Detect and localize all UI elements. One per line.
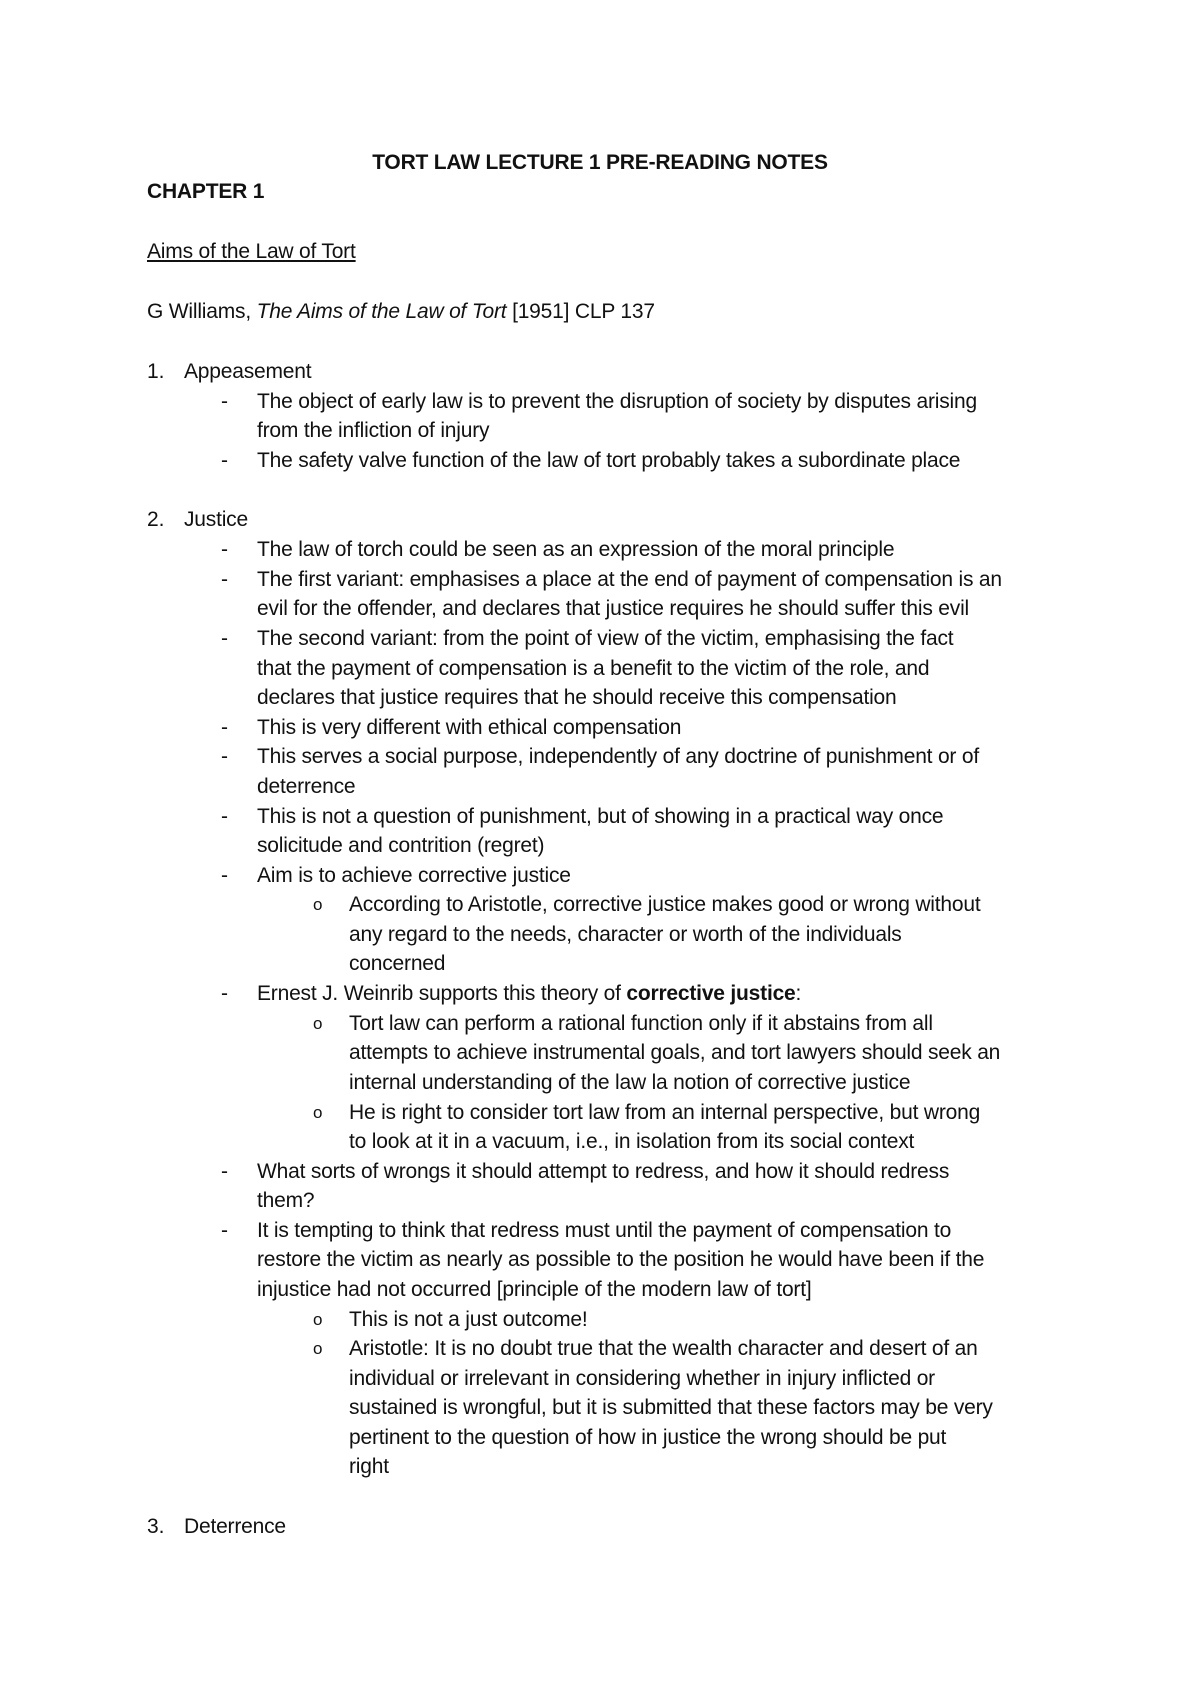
section-heading-appeasement: Appeasement: [184, 360, 312, 383]
dash-bullet: -: [221, 449, 228, 472]
section-heading-deterrence: Deterrence: [184, 1515, 286, 1538]
emphasis-term: corrective justice: [626, 982, 796, 1005]
list-item-continuation: evil for the offender, and declares that justice requires he should suffer this evil: [257, 597, 970, 620]
citation-work: The Aims of the Law of Tort: [256, 300, 507, 323]
list-item: Aim is to achieve corrective justice: [257, 864, 571, 887]
section-number: 2.: [147, 508, 165, 531]
sub-list-item-continuation: right: [349, 1455, 389, 1478]
list-item: This is very different with ethical compensation: [257, 716, 682, 739]
list-item: It is tempting to think that redress must until the payment of compensation to: [257, 1219, 952, 1242]
list-item-continuation: that the payment of compensation is a benefit to the victim of the role, and: [257, 657, 930, 680]
sub-list-item: According to Aristotle, corrective justice makes good or wrong without: [349, 893, 981, 916]
dash-bullet: -: [221, 390, 228, 413]
list-item-continuation: solicitude and contrition (regret): [257, 834, 545, 857]
dash-bullet: -: [221, 538, 228, 561]
sub-list-item-continuation: internal understanding of the law la notion of corrective justice: [349, 1071, 911, 1094]
list-item-continuation: restore the victim as nearly as possible to the position he would have been if the: [257, 1248, 985, 1271]
dash-bullet: -: [221, 1160, 228, 1183]
list-item: The second variant: from the point of view of the victim, emphasising the fact: [257, 627, 954, 650]
sub-list-item-continuation: concerned: [349, 952, 446, 975]
page-title: TORT LAW LECTURE 1 PRE-READING NOTES: [372, 151, 828, 174]
dash-bullet: -: [221, 864, 228, 887]
circle-bullet: o: [313, 1014, 323, 1033]
list-item-colon: :: [795, 982, 802, 1005]
circle-bullet: o: [313, 1103, 323, 1122]
circle-bullet: o: [313, 895, 323, 914]
section-number: 1.: [147, 360, 165, 383]
sub-list-item: Aristotle: It is no doubt true that the wealth character and desert of an: [349, 1337, 978, 1360]
list-item: [257, 980, 801, 1008]
citation: [147, 298, 655, 326]
list-item: The law of torch could be seen as an expression of the moral principle: [257, 538, 895, 561]
circle-bullet: o: [313, 1339, 323, 1358]
sub-list-item-continuation: sustained is wrongful, but it is submitted that these factors may be very: [349, 1396, 993, 1419]
list-item: What sorts of wrongs it should attempt to redress, and how it should redress: [257, 1160, 950, 1183]
list-item: This is not a question of punishment, but of showing in a practical way once: [257, 805, 944, 828]
dash-bullet: -: [221, 1219, 228, 1242]
list-item-continuation: deterrence: [257, 775, 356, 798]
list-item-continuation: from the infliction of injury: [257, 419, 490, 442]
dash-bullet: -: [221, 716, 228, 739]
citation-author: G Williams,: [147, 300, 257, 323]
citation-ref: [1951] CLP 137: [506, 300, 655, 323]
list-item-continuation: them?: [257, 1189, 315, 1212]
list-item: This serves a social purpose, independently of any doctrine of punishment or of: [257, 745, 979, 768]
sub-list-item: He is right to consider tort law from an internal perspective, but wrong: [349, 1101, 981, 1124]
dash-bullet: -: [221, 982, 228, 1005]
dash-bullet: -: [221, 805, 228, 828]
section-number: 3.: [147, 1515, 165, 1538]
chapter-heading: CHAPTER 1: [147, 180, 265, 203]
section-heading-justice: Justice: [184, 508, 248, 531]
sub-list-item: This is not a just outcome!: [349, 1308, 588, 1331]
list-item-continuation: declares that justice requires that he should receive this compensation: [257, 686, 897, 709]
section-heading: Aims of the Law of Tort: [147, 240, 356, 263]
list-item: The safety valve function of the law of tort probably takes a subordinate place: [257, 449, 961, 472]
sub-list-item-continuation: attempts to achieve instrumental goals, and tort lawyers should seek an: [349, 1041, 1001, 1064]
list-item-text: Ernest J. Weinrib supports this theory of: [257, 982, 627, 1005]
dash-bullet: -: [221, 745, 228, 768]
circle-bullet: o: [313, 1310, 323, 1329]
dash-bullet: -: [221, 627, 228, 650]
list-item: The object of early law is to prevent the disruption of society by disputes arising: [257, 390, 977, 413]
list-item: The first variant: emphasises a place at the end of payment of compensation is an: [257, 568, 1002, 591]
sub-list-item: Tort law can perform a rational function only if it abstains from all: [349, 1012, 933, 1035]
sub-list-item-continuation: any regard to the needs, character or worth of the individuals: [349, 923, 902, 946]
dash-bullet: -: [221, 568, 228, 591]
list-item-continuation: injustice had not occurred [principle of the modern law of tort]: [257, 1278, 812, 1301]
sub-list-item-continuation: pertinent to the question of how in justice the wrong should be put: [349, 1426, 947, 1449]
sub-list-item-continuation: to look at it in a vacuum, i.e., in isolation from its social context: [349, 1130, 915, 1153]
sub-list-item-continuation: individual or irrelevant in considering whether in injury inflicted or: [349, 1367, 935, 1390]
